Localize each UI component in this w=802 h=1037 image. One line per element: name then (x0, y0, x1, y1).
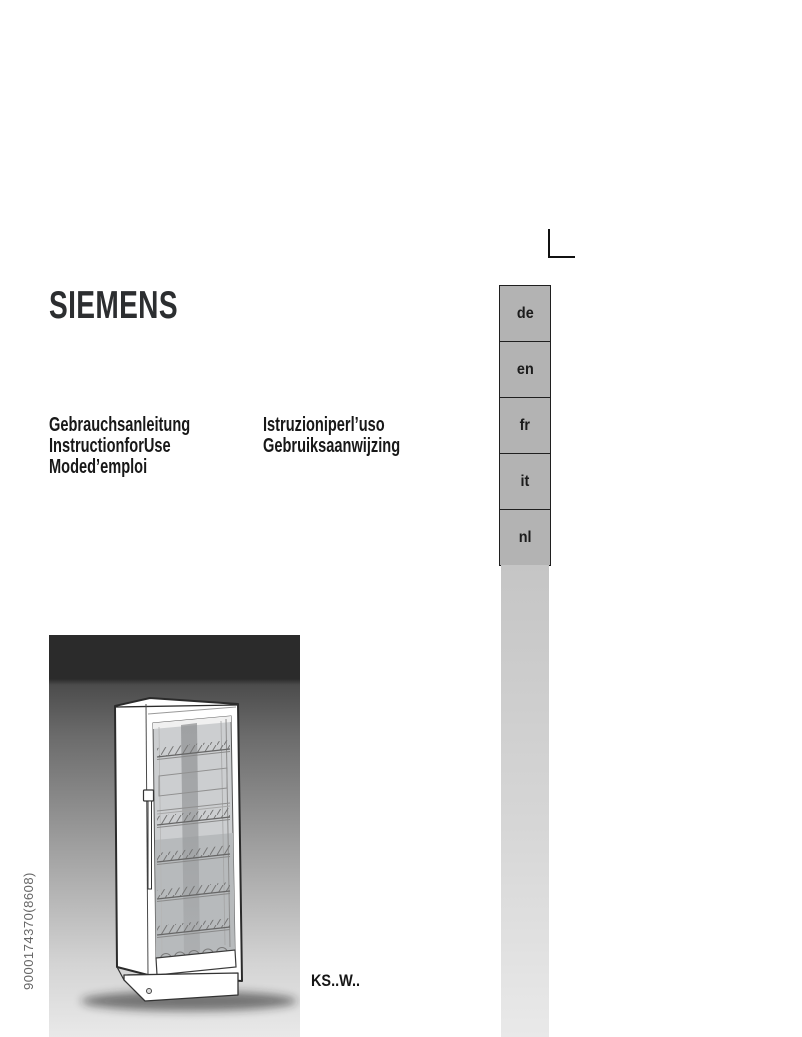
language-tab-en-label: en (516, 360, 534, 378)
crop-mark-vertical (548, 229, 550, 258)
model-code: KS..W.. (311, 971, 360, 990)
title-english: InstructionforUse (49, 435, 171, 457)
language-tab-nl[interactable] (500, 509, 550, 565)
siemens-logo: SIEMENS (49, 284, 178, 327)
product-illustration (49, 635, 300, 1037)
language-tab-de-label: de (516, 304, 534, 322)
title-german: Gebrauchsanleitung (49, 414, 191, 436)
language-tab-nl-label: nl (518, 528, 532, 546)
language-tab-rail (499, 285, 551, 566)
plinth-screw (147, 989, 152, 994)
title-column-left (49, 415, 190, 478)
order-number-vertical: 9000174370(8608) (21, 872, 36, 990)
language-tab-it[interactable] (500, 453, 550, 509)
language-tab-de[interactable] (500, 286, 550, 341)
language-tab-it-label: it (520, 472, 530, 490)
language-tab-en[interactable] (500, 341, 550, 397)
wine-cabinet-illustration (49, 635, 300, 1037)
language-tab-fr-label: fr (519, 416, 531, 434)
language-rail-gradient-bar (501, 565, 549, 1037)
door-handle-bar (148, 801, 152, 889)
title-italian: Istruzioniperl’uso (263, 414, 385, 436)
title-french: Moded’emploi (49, 456, 148, 478)
title-dutch: Gebruiksaanwijzing (263, 435, 401, 457)
door-handle-mount (144, 790, 154, 801)
title-column-right (263, 415, 400, 457)
crop-mark-horizontal (548, 256, 575, 258)
language-tab-fr[interactable] (500, 397, 550, 453)
